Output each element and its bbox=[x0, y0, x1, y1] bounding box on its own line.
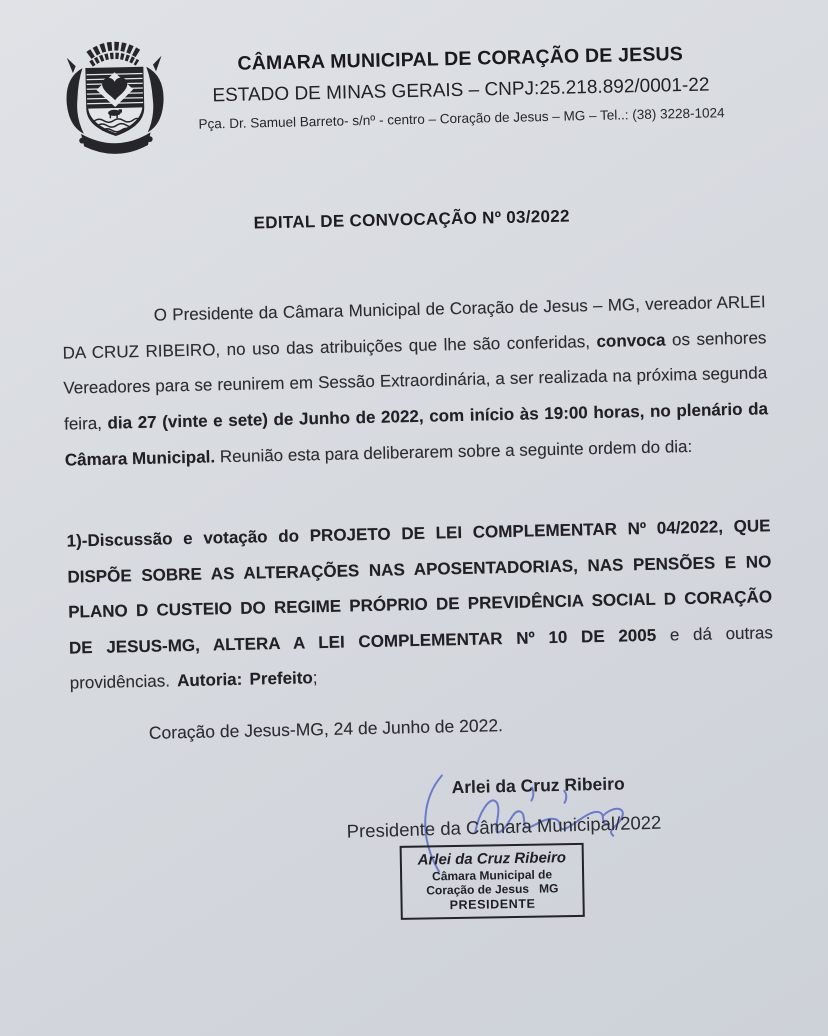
text-run: os senhores Vereadores para se reunirem em Sessão Extraordinária, a ser realizada na próxima segunda feira, bbox=[63, 327, 768, 434]
stamp-org-line-2: Coração de Jesus MG bbox=[426, 881, 559, 898]
text-run: convoca bbox=[596, 330, 666, 351]
stamp-org-line-1: Câmara Municipal de bbox=[431, 867, 553, 884]
text-run: Autoria: Prefeito bbox=[176, 668, 314, 691]
letterhead-text bbox=[186, 38, 762, 135]
text-run: O Presidente da Câmara Municipal de Coração de Jesus – MG, vereador ARLEI DA CRUZ RIBEIRO, no uso das atribuições que lhe são conferidas, bbox=[62, 292, 766, 363]
official-stamp bbox=[400, 843, 585, 920]
state-cnpj-line: ESTADO DE MINAS GERAIS – CNPJ:25.218.892/0001-22 bbox=[212, 74, 710, 107]
text-run: 1)-Discussão e votação do PROJETO DE LEI COMPLEMENTAR Nº 04/2022, QUE DISPÕE SOBRE AS ALTERAÇÕES NAS APOSENTADORIAS, NAS PENSÕES E NO PLANO D CUSTEIO DO REGIME PRÓPRIO DE PREVIDÊNCIA SOCIAL D CORAÇÃO DE JESUS-MG, ALTERA A LEI COMPLEMENTAR Nº 10 DE 2005 bbox=[66, 516, 773, 658]
stamp-signer-name: Arlei da Cruz Ribeiro bbox=[417, 849, 567, 869]
signer-role: Presidente da Câmara Municipal/2022 bbox=[346, 811, 662, 842]
organization-name: CÂMARA MUNICIPAL DE CORAÇÃO DE JESUS bbox=[237, 43, 684, 75]
date-line: Coração de Jesus-MG, 24 de Junho de 2022. bbox=[148, 715, 504, 744]
address-line: Pça. Dr. Samuel Barreto- s/nº - centro – Coração de Jesus – MG – Tel..: (38) 3228-1024 bbox=[198, 104, 725, 132]
text-run: ; bbox=[312, 668, 318, 688]
letterhead bbox=[56, 16, 763, 159]
text-run: e dá outras providências. bbox=[69, 622, 774, 693]
signature-block bbox=[72, 764, 780, 969]
paragraph-convocation bbox=[61, 284, 769, 478]
text-run: Reunião esta para deliberarem sobre a seguinte ordem do dia: bbox=[214, 436, 693, 467]
signer-name: Arlei da Cruz Ribeiro bbox=[451, 773, 625, 798]
coat-of-arms-icon bbox=[56, 29, 175, 160]
paragraph-agenda-item bbox=[66, 509, 774, 701]
text-run: dia 27 (vinte e sete) de Junho de 2022, com início às 19:00 horas, no plenário da Câmara Municipal. bbox=[64, 399, 769, 470]
stamp-role-title: PRESIDENTE bbox=[449, 897, 536, 913]
document-title: EDITAL DE CONVOCAÇÃO Nº 03/2022 bbox=[253, 206, 571, 233]
